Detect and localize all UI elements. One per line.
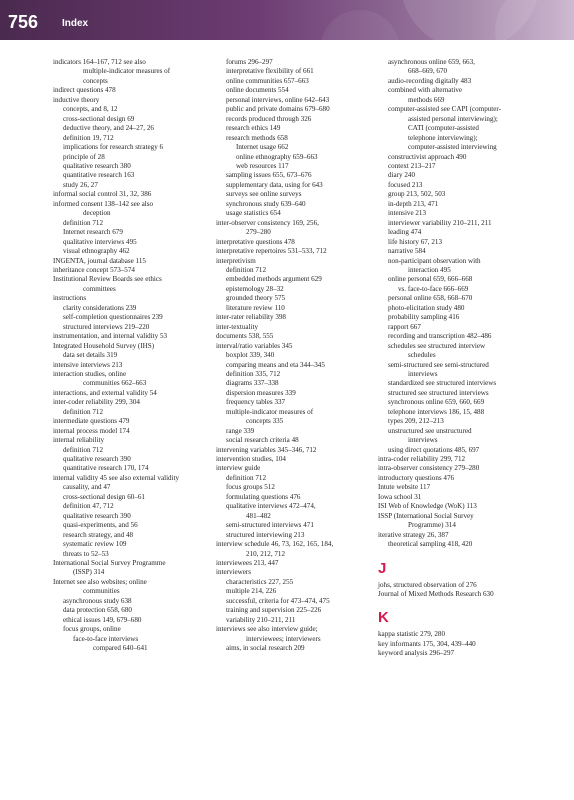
index-entry: definition 19, 712 bbox=[63, 133, 114, 142]
index-entry: diagrams 337–338 bbox=[226, 379, 279, 388]
index-entry: data protection 658, 680 bbox=[63, 606, 132, 615]
index-entry: introductory questions 476 bbox=[378, 473, 455, 482]
index-entry: interpretative flexibility of 661 bbox=[226, 67, 314, 76]
index-entry: usage statistics 654 bbox=[226, 209, 281, 218]
index-entry: inter-textuality bbox=[216, 322, 259, 331]
index-entry: inter-observer consistency 169, 256, bbox=[216, 218, 319, 227]
index-entry: quasi-experiments, and 56 bbox=[63, 521, 138, 530]
index-entry: inter-coder reliability 299, 304 bbox=[53, 398, 140, 407]
index-entry: structured interviewing 213 bbox=[226, 530, 305, 539]
index-entry: intra-coder reliability 299, 712 bbox=[378, 455, 466, 464]
index-entry: documents 538, 555 bbox=[216, 332, 274, 341]
index-entry: study 26, 27 bbox=[63, 180, 98, 189]
index-entry: interpretative questions 478 bbox=[216, 237, 295, 246]
index-entry: epistemology 28–32 bbox=[226, 284, 284, 293]
index-entry: online communities 657–663 bbox=[226, 76, 309, 85]
index-entry: records produced through 326 bbox=[226, 114, 312, 123]
index-entry: computer-assisted see CAPI (computer- bbox=[388, 105, 501, 114]
index-entry: boxplot 339, 340 bbox=[226, 351, 275, 360]
index-entry: iterative strategy 26, 387 bbox=[378, 530, 449, 539]
index-entry: leading 474 bbox=[388, 228, 422, 237]
index-entry: formulating questions 476 bbox=[226, 492, 301, 501]
index-entry: Integrated Household Survey (IHS) bbox=[53, 341, 155, 350]
index-entry: definition 712 bbox=[63, 407, 103, 416]
index-entry: multiple-indicator measures of bbox=[226, 407, 314, 416]
index-entry: life history 67, 213 bbox=[388, 237, 442, 246]
index-entry: recording and transcription 482–486 bbox=[388, 332, 492, 341]
index-entry: intervening variables 345–346, 712 bbox=[216, 445, 317, 454]
index-entry: key informants 175, 304, 439–440 bbox=[378, 639, 476, 648]
index-entry: definition 712 bbox=[63, 445, 103, 454]
index-entry: self-completion questionnaires 239 bbox=[63, 313, 163, 322]
index-entry: Iowa school 31 bbox=[378, 492, 422, 501]
index-entry: instrumentation, and internal validity 53 bbox=[53, 332, 168, 341]
index-entry: group 213, 502, 503 bbox=[388, 190, 446, 199]
index-entry: asynchronous study 638 bbox=[63, 596, 132, 605]
index-entry: visual ethnography 462 bbox=[63, 247, 130, 256]
index-entry: indirect questions 478 bbox=[53, 86, 116, 95]
index-entry: definition 47, 712 bbox=[63, 502, 114, 511]
index-entry: INGENTA, journal database 115 bbox=[53, 256, 146, 265]
page-number: 756 bbox=[8, 12, 39, 32]
index-entry: communities bbox=[83, 587, 120, 596]
index-entry: research methods 658 bbox=[226, 133, 288, 142]
page-header-band bbox=[0, 0, 574, 40]
index-entry: using direct quotations 485, 697 bbox=[388, 445, 480, 454]
index-entry: combined with alternative bbox=[388, 86, 463, 95]
index-entry: synchronous online 659, 660, 669 bbox=[388, 398, 485, 407]
index-entry: quantitative research 170, 174 bbox=[63, 464, 149, 473]
index-entry: internal reliability bbox=[53, 436, 105, 445]
index-entry: diary 240 bbox=[388, 171, 415, 180]
index-entry: vs. face-to-face 666–669 bbox=[398, 284, 469, 293]
index-entry: causality, and 47 bbox=[63, 483, 111, 492]
index-entry: variability 210–211, 211 bbox=[226, 615, 296, 624]
index-entry: social research criteria 48 bbox=[226, 436, 299, 445]
index-entry: interviewer variability 210–211, 211 bbox=[388, 218, 492, 227]
index-entry: personal online 658, 668–670 bbox=[388, 294, 473, 303]
index-entry: principle of 28 bbox=[63, 152, 105, 161]
index-entry: interviews see also interview guide; bbox=[216, 625, 318, 634]
index-entry: focused 213 bbox=[388, 180, 423, 189]
index-entry: committees bbox=[83, 284, 116, 293]
index-entry: photo-elicitation study 480 bbox=[388, 303, 465, 312]
index-entry: frequency tables 337 bbox=[226, 398, 286, 407]
index-entry: context 213–217 bbox=[388, 161, 436, 170]
index-entry: telephone interviews 186, 15, 488 bbox=[388, 407, 485, 416]
index-entry: johs, structured observation of 276 bbox=[378, 580, 477, 589]
index-entry: online personal 659, 666–668 bbox=[388, 275, 473, 284]
index-entry: informed consent 138–142 see also bbox=[53, 199, 154, 208]
index-entry: personal interviews, online 642–643 bbox=[226, 95, 330, 104]
index-entry: internal validity 45 see also external validity bbox=[53, 473, 180, 482]
index-entry: comparing means and eta 344–345 bbox=[226, 360, 325, 369]
index-entry: compared 640–641 bbox=[93, 644, 148, 653]
index-entry: semi-structured see semi-structured bbox=[388, 360, 489, 369]
section-letter-heading: J bbox=[378, 559, 387, 577]
index-entry: Programme) 314 bbox=[408, 521, 456, 530]
index-entry: training and supervision 225–226 bbox=[226, 606, 322, 615]
index-entry: synchronous study 639–640 bbox=[226, 199, 306, 208]
index-entry: interview schedule 46, 73, 162, 165, 184, bbox=[216, 540, 334, 549]
index-entry: interpretivism bbox=[216, 256, 256, 265]
index-entry: ISSP (International Social Survey bbox=[378, 511, 474, 520]
index-entry: assisted personal interviewing); bbox=[408, 114, 498, 123]
index-entry: implications for research strategy 6 bbox=[63, 143, 164, 152]
index-entry: audio-recording digitally 483 bbox=[388, 76, 472, 85]
index-entry: grounded theory 575 bbox=[226, 294, 286, 303]
index-entry: 668–669, 670 bbox=[408, 67, 448, 76]
index-entry: multiple 214, 226 bbox=[226, 587, 277, 596]
index-entry: interviewees; interviewers bbox=[246, 634, 321, 643]
index-entry: definition 712 bbox=[226, 265, 266, 274]
index-column-1 bbox=[53, 58, 209, 654]
index-entry: supplementary data, using for 643 bbox=[226, 180, 323, 189]
index-entry: interviewers bbox=[216, 568, 252, 577]
section-letter-heading: K bbox=[378, 609, 389, 627]
index-entry: 279–280 bbox=[246, 228, 271, 237]
section-title: Index bbox=[62, 18, 89, 29]
index-entry: literature review 110 bbox=[226, 303, 285, 312]
index-entry: intensive 213 bbox=[388, 209, 427, 218]
index-entry: 481–482 bbox=[246, 511, 271, 520]
index-entry: Internet usage 662 bbox=[236, 143, 289, 152]
index-entry: interviews bbox=[408, 369, 438, 378]
index-entry: International Social Survey Programme bbox=[53, 559, 166, 568]
index-entry: characteristics 227, 255 bbox=[226, 577, 294, 586]
index-entry: face-to-face interviews bbox=[73, 634, 139, 643]
index-entry: Journal of Mixed Methods Research 630 bbox=[378, 590, 494, 599]
index-entry: schedules see structured interview bbox=[388, 341, 486, 350]
index-entry: definition 712 bbox=[63, 218, 103, 227]
index-column-2 bbox=[216, 58, 372, 654]
index-entry: research ethics 149 bbox=[226, 124, 281, 133]
index-entry: qualitative research 390 bbox=[63, 455, 131, 464]
index-entry: definition 712 bbox=[226, 473, 266, 482]
index-entry: constructivist approach 490 bbox=[388, 152, 467, 161]
index-entry: qualitative research 380 bbox=[63, 161, 131, 170]
index-entry: focus groups, online bbox=[63, 625, 121, 634]
index-entry: systematic review 109 bbox=[63, 540, 127, 549]
index-entry: interval/ratio variables 345 bbox=[216, 341, 293, 350]
index-entry: intermediate questions 479 bbox=[53, 417, 130, 426]
index-entry: focus groups 512 bbox=[226, 483, 275, 492]
index-entry: interview guide bbox=[216, 464, 261, 473]
index-entry: interaction 495 bbox=[408, 265, 451, 274]
index-entry: concepts 335 bbox=[246, 417, 284, 426]
index-entry: dispersion measures 339 bbox=[226, 388, 296, 397]
index-entry: sampling issues 655, 673–676 bbox=[226, 171, 312, 180]
index-entry: interaction studies, online bbox=[53, 369, 127, 378]
index-entry: computer-assisted interviewing bbox=[408, 143, 497, 152]
index-entry: intervention studies, 104 bbox=[216, 455, 286, 464]
index-entry: interviews bbox=[408, 436, 438, 445]
index-entry: 210, 212, 712 bbox=[246, 549, 286, 558]
index-entry: asynchronous online 659, 663, bbox=[388, 58, 475, 66]
index-entry: qualitative interviews 472–474, bbox=[226, 502, 316, 511]
index-entry: multiple-indicator measures of bbox=[83, 67, 171, 76]
index-entry: narrative 584 bbox=[388, 247, 426, 256]
index-entry: ethical issues 149, 679–680 bbox=[63, 615, 142, 624]
index-entry: clarity considerations 239 bbox=[63, 303, 137, 312]
index-entry: research strategy, and 48 bbox=[63, 530, 134, 539]
index-entry: informal social control 31, 32, 386 bbox=[53, 190, 152, 199]
index-entry: web resources 117 bbox=[236, 161, 289, 170]
index-entry: interpretative repertoires 531–533, 712 bbox=[216, 247, 327, 256]
index-entry: CATI (computer-assisted bbox=[408, 124, 479, 133]
index-entry: types 209, 212–213 bbox=[388, 417, 444, 426]
index-entry: (ISSP) 314 bbox=[73, 568, 105, 577]
index-entry: Internet research 679 bbox=[63, 228, 123, 237]
index-entry: online documents 554 bbox=[226, 86, 289, 95]
index-entry: aims, in social research 209 bbox=[226, 644, 305, 653]
index-column-3 bbox=[378, 58, 538, 659]
index-entry: Intute website 117 bbox=[378, 483, 431, 492]
index-entry: inductive theory bbox=[53, 95, 100, 104]
index-entry: public and private domains 679–680 bbox=[226, 105, 330, 114]
index-entry: intensive interviews 213 bbox=[53, 360, 123, 369]
index-entry: structured see structured interviews bbox=[388, 388, 489, 397]
index-entry: surveys see online surveys bbox=[226, 190, 302, 199]
index-entry: in-depth 213, 471 bbox=[388, 199, 439, 208]
index-entry: indicators 164–167, 712 see also bbox=[53, 58, 146, 66]
index-entry: schedules bbox=[408, 351, 436, 360]
index-entry: successful, criteria for 473–474, 475 bbox=[226, 596, 330, 605]
index-entry: methods 669 bbox=[408, 95, 445, 104]
index-entry: semi-structured interviews 471 bbox=[226, 521, 314, 530]
index-entry: quantitative research 163 bbox=[63, 171, 135, 180]
index-entry: deductive theory, and 24–27, 26 bbox=[63, 124, 154, 133]
index-entry: online ethnography 659–663 bbox=[236, 152, 318, 161]
index-entry: deception bbox=[83, 209, 111, 218]
index-entry: Institutional Review Boards see ethics bbox=[53, 275, 162, 284]
index-entry: kappa statistic 279, 280 bbox=[378, 630, 445, 639]
index-entry: inheritance concept 573–574 bbox=[53, 265, 135, 274]
index-entry: keyword analysis 296–297 bbox=[378, 649, 455, 658]
index-entry: threats to 52–53 bbox=[63, 549, 109, 558]
index-entry: embedded methods argument 629 bbox=[226, 275, 322, 284]
index-entry: inter-rater reliability 398 bbox=[216, 313, 286, 322]
index-entry: unstructured see unstructured bbox=[388, 426, 472, 435]
index-entry: non-participant observation with bbox=[388, 256, 481, 265]
index-entry: instructions bbox=[53, 294, 87, 303]
index-entry: definition 335, 712 bbox=[226, 369, 281, 378]
index-entry: theoretical sampling 418, 420 bbox=[388, 540, 473, 549]
index-entry: qualitative interviews 495 bbox=[63, 237, 137, 246]
index-entry: interviewees 213, 447 bbox=[216, 559, 279, 568]
index-entry: range 339 bbox=[226, 426, 255, 435]
index-entry: standardized see structured interviews bbox=[388, 379, 497, 388]
index-entry: rapport 667 bbox=[388, 322, 421, 331]
index-entry: Internet see also websites; online bbox=[53, 577, 147, 586]
index-entry: interactions, and external validity 54 bbox=[53, 388, 157, 397]
index-entry: intra-observer consistency 279–280 bbox=[378, 464, 480, 473]
index-entry: ISI Web of Knowledge (WoK) 113 bbox=[378, 502, 477, 511]
index-entry: concepts bbox=[83, 76, 108, 85]
index-entry: internal process model 174 bbox=[53, 426, 130, 435]
index-entry: qualitative research 390 bbox=[63, 511, 131, 520]
index-entry: communities 662–663 bbox=[83, 379, 147, 388]
index-entry: cross-sectional design 69 bbox=[63, 114, 135, 123]
index-entry: forums 296–297 bbox=[226, 58, 273, 66]
index-entry: telephone interviewing); bbox=[408, 133, 478, 142]
index-entry: cross-sectional design 60–61 bbox=[63, 492, 145, 501]
index-entry: structured interviews 219–220 bbox=[63, 322, 150, 331]
index-entry: probability sampling 416 bbox=[388, 313, 460, 322]
index-entry: data set details 319 bbox=[63, 351, 118, 360]
index-entry: concepts, and 8, 12 bbox=[63, 105, 118, 114]
